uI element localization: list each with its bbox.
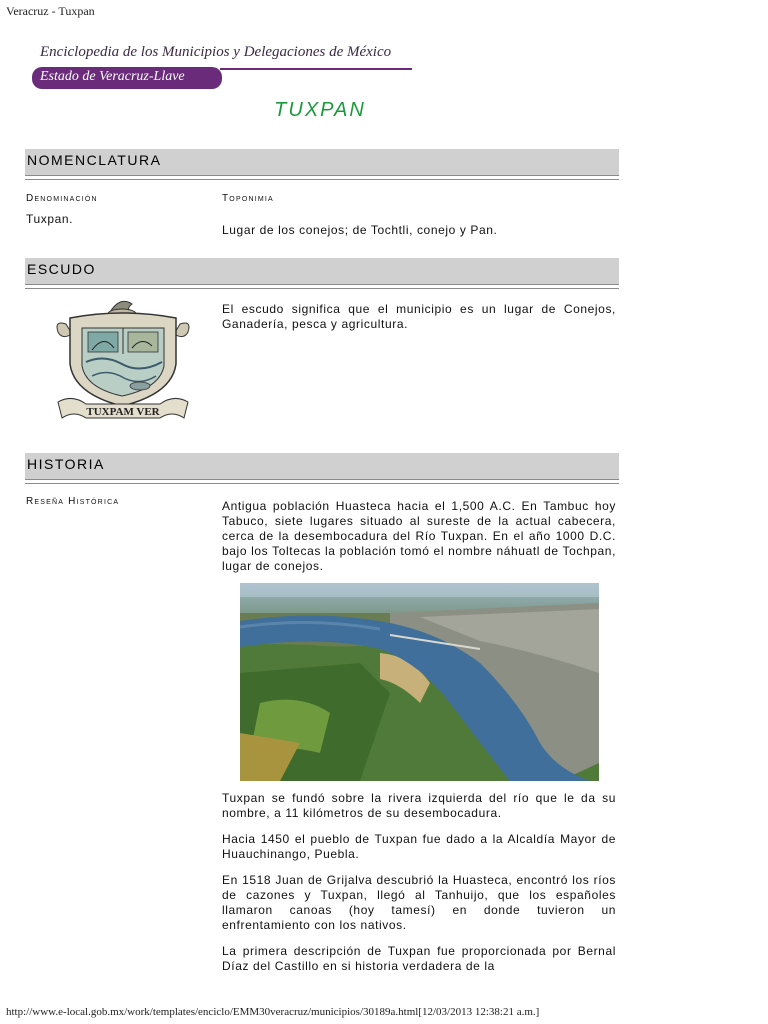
banner-divider [220,68,412,70]
section-nomenclatura [25,149,619,175]
section-historia-heading: HISTORIA [27,456,105,472]
state-badge [32,67,222,89]
section-rule [25,479,619,484]
section-rule [25,175,619,180]
section-escudo-heading: ESCUDO [27,261,96,277]
historia-paragraph: Tuxpan se fundó sobre la rivera izquierda del río que le da su nombre, a 11 kilómetros de su desembocadura. [222,791,616,820]
print-header: Veracruz - Tuxpan [6,4,95,18]
toponimia-value: Lugar de los conejos; de Tochtli, conejo y Pan. [222,223,498,237]
coat-of-arms-image [52,294,194,426]
print-footer-url: http://www.e-local.gob.mx/work/templates/enciclo/EMM30veracruz/municipios/30189a.html[12/03/2013 12:38:21 a.m.] [6,1006,540,1018]
toponimia-label: Toponimia [222,193,274,204]
resena-historica-label: Reseña Histórica [26,496,120,507]
page-title: TUXPAN [274,99,366,121]
section-historia [25,453,619,479]
escudo-description: El escudo significa que el municipio es un lugar de Conejos, Ganadería, pesca y agricultura. [222,302,616,331]
encyclopedia-banner [30,42,415,92]
banner-title: Enciclopedia de los Municipios y Delegaciones de México [40,44,392,60]
section-escudo [25,258,619,284]
state-badge-label: Estado de Veracruz-Llave [40,69,185,84]
historia-paragraph: Antigua población Huasteca hacia el 1,500 A.C. En Tambuc hoy Tabuco, siete lugares situado al sureste de la actual cabecera, cerca de la desembocadura del Río Tuxpan. En el año 1000 D.C. bajo los Toltecas la población tomó el nombre náhuatl de Tochpan, lugar de conejos. [222,499,616,573]
historia-paragraph: La primera descripción de Tuxpan fue proporcionada por Bernal Díaz del Castillo en si historia verdadera de la [222,944,616,973]
aerial-photo-tuxpan-river [240,583,599,781]
section-rule [25,284,619,289]
historia-paragraph: En 1518 Juan de Grijalva descubrió la Huasteca, encontró los ríos de cazones y Tuxpan, llegó al Tanhuijo, que los españoles llamaron canoas (hoy tamesí) en donde tuvieron un enfrentamiento con los nativos. [222,873,616,932]
coat-of-arms-ribbon-text: TUXPAM VER [86,406,160,418]
denominacion-label: Denominación [26,193,98,204]
historia-paragraph: Hacia 1450 el pueblo de Tuxpan fue dado a la Alcaldía Mayor de Huauchinango, Puebla. [222,832,616,861]
denominacion-value: Tuxpan. [26,212,74,226]
section-nomenclatura-heading: NOMENCLATURA [27,152,162,168]
aerial-photo-graphic [240,583,599,781]
